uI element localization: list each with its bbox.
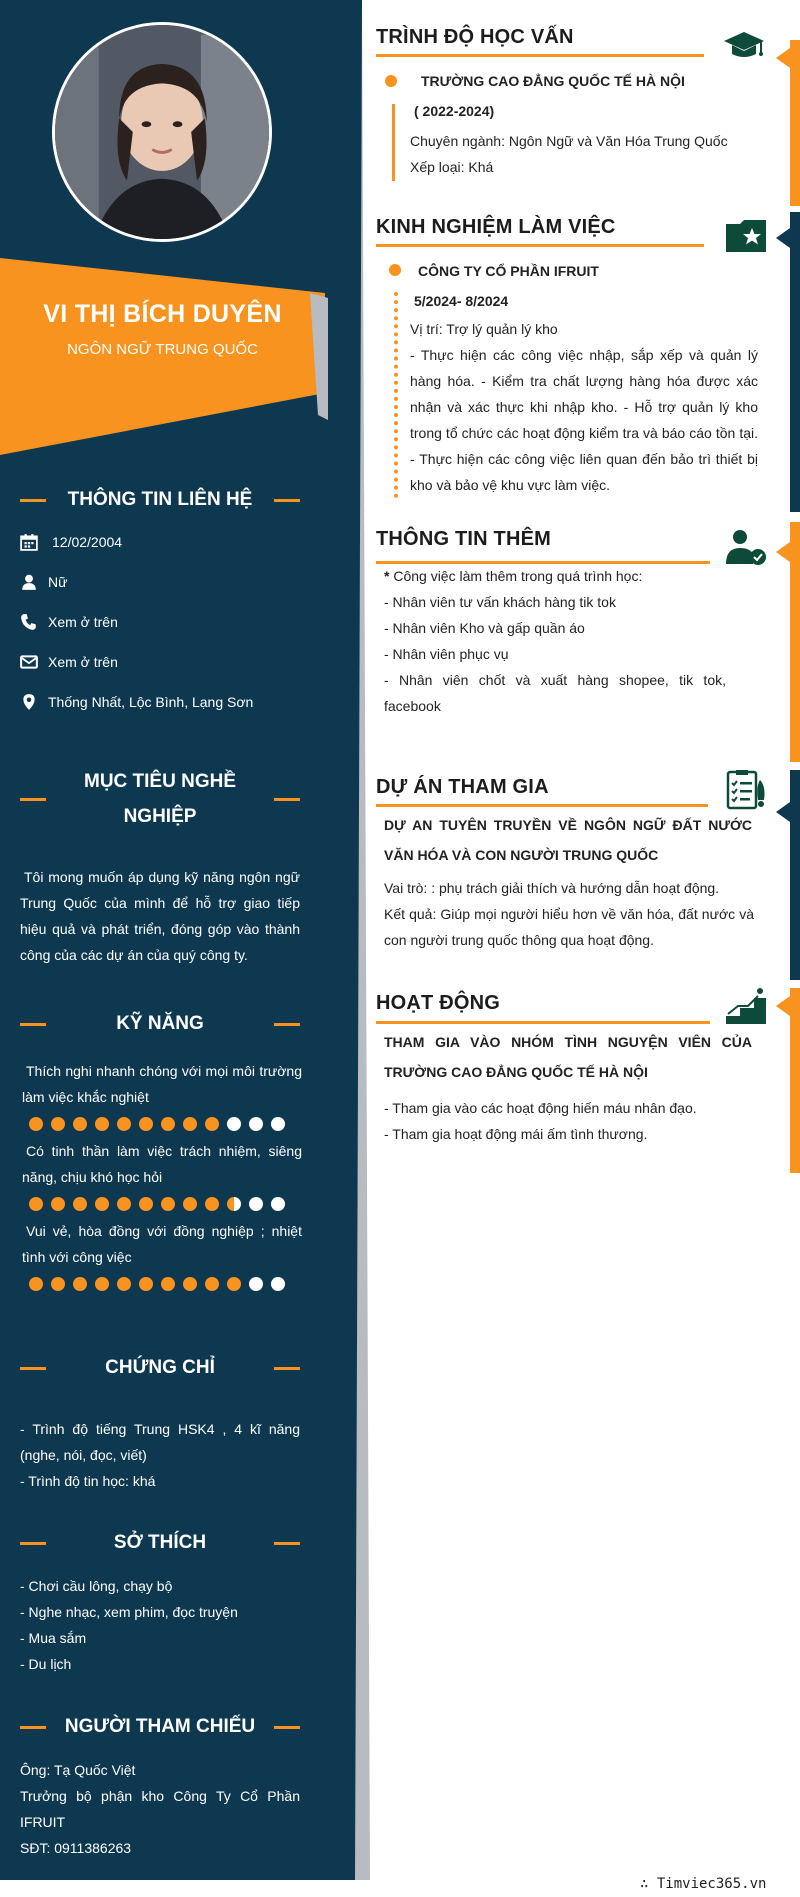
heading-dash [20,1542,46,1545]
contact-heading-text: THÔNG TIN LIÊN HỆ [67,489,253,510]
sidebar [0,0,320,1880]
rating-dot [227,1197,241,1211]
contact-email [20,653,300,671]
objective-heading-line2: NGHIỆP [123,806,197,827]
rating-dot [249,1117,263,1131]
contact-address [20,693,300,711]
email-value: Xem ở trên [48,654,118,670]
references-list [20,1757,300,1861]
education-bullet [385,75,397,87]
rating-dot [117,1277,131,1291]
rating-dot [271,1277,285,1291]
rating-dot [73,1117,87,1131]
rating-dot [271,1117,285,1131]
experience-description: - Thực hiện các công việc nhập, sắp xếp và quản lý hàng hóa. - Kiểm tra chất lượng hàng hóa được xác nhận và xác thực khi nhập kho. - Hỗ trợ quản lý kho trong tổ chức các hoạt động kiểm tra và báo cáo tồn tại. - Thực hiện các công việc liên quan đến bảo trì thiết bị kho và bảo vệ khu vực làm việc. [410,347,758,493]
heading-dash [274,1542,300,1545]
experience-side-bar [790,212,800,512]
skill-rating-3 [29,1277,285,1291]
rating-dot [117,1117,131,1131]
podium-icon [724,986,768,1026]
objective-heading-text [46,764,274,834]
rating-dot [249,1277,263,1291]
additional-intro-text: Công việc làm thêm trong quá trình học: [389,568,643,584]
project-role: Vai trò: : phụ trách giải thích và hướng dẫn hoạt động. [384,880,720,896]
rating-dot [51,1277,65,1291]
hobby-item: - Du lịch [20,1656,72,1672]
skills-heading-text: KỸ NĂNG [116,1013,204,1034]
contact-phone [20,613,300,631]
rating-dot [29,1197,43,1211]
rating-dot [95,1277,109,1291]
rating-dot [73,1277,87,1291]
objective-heading-line1: MỤC TIÊU NGHỀ [84,771,236,792]
location-icon [20,693,38,711]
additional-side-marker [776,542,790,562]
heading-dash [20,1023,46,1026]
reference-item: SĐT: 0911386263 [20,1840,132,1856]
rating-dot [183,1117,197,1131]
additional-item: - Nhân viên Kho và gấp quần áo [384,620,585,636]
additional-heading: THÔNG TIN THÊM [376,528,552,550]
rating-dot [227,1277,241,1291]
heading-dash [274,1726,300,1729]
education-side-marker [776,48,790,68]
rating-dot [183,1277,197,1291]
birthday-value: 12/02/2004 [52,534,123,550]
skill-rating-2 [29,1197,285,1211]
rating-dot [249,1197,263,1211]
candidate-name: VI THỊ BÍCH DUYÊN [43,300,282,328]
portrait-photo [55,25,269,239]
education-major: Chuyên ngành: Ngôn Ngữ và Văn Hóa Trung Quốc [410,133,728,149]
objective-heading [20,764,300,834]
rating-dot [139,1117,153,1131]
activity-item: - Tham gia hoạt động mái ấm tình thương. [384,1126,648,1142]
heading-dash [20,1367,46,1370]
reference-item: Ông: Tạ Quốc Việt [20,1762,136,1778]
hobbies-heading-text: SỞ THÍCH [113,1532,207,1553]
rating-dot [51,1117,65,1131]
skill-desc-3: Vui vẻ, hòa đồng với đồng nghiệp ; nhiệt tình với công việc [22,1223,302,1265]
folder-star-icon [724,216,768,256]
rating-dot [183,1197,197,1211]
rating-dot [161,1117,175,1131]
rating-dot [95,1197,109,1211]
project-title: DỰ AN TUYÊN TRUYỀN VỀ NGÔN NGỮ ĐẤT NƯỚC VĂN HÓA VÀ CON NGƯỜI TRUNG QUỐC [384,817,752,863]
reference-item: Trưởng bộ phận kho Công Ty Cổ Phần IFRUIT [20,1788,300,1830]
rating-dot [271,1197,285,1211]
education-underline [376,54,704,57]
experience-bullet [389,264,401,276]
education-side-bar [790,40,800,206]
certificate-item: - Trình độ tiếng Trung HSK4 , 4 kĩ năng (nghe, nói, đọc, viết) [20,1421,300,1463]
additional-item: - Nhân viên phục vụ [384,646,509,662]
additional-intro [384,563,642,589]
experience-heading: KINH NGHIỆM LÀM VIỆC [376,216,616,238]
experience-position: Vị trí: Trợ lý quản lý kho [410,321,558,337]
heading-dash [20,1726,46,1729]
activities-side-marker [776,996,790,1016]
certificates-heading [20,1350,300,1386]
references-heading-text: NGƯỜI THAM CHIẾU [64,1716,256,1737]
rating-dot [95,1117,109,1131]
experience-company: CÔNG TY CỔ PHẦN IFRUIT [418,263,599,279]
heading-dash [20,499,46,502]
additional-side-bar [790,522,800,762]
rating-dot [29,1277,43,1291]
email-icon [20,653,38,671]
heading-dash [20,798,46,801]
hobbies-heading [20,1525,300,1561]
rating-dot [205,1197,219,1211]
experience-underline [376,244,704,247]
hobby-item: - Chơi cầu lông, chạy bộ [20,1578,173,1594]
education-timeline-line [392,104,395,181]
experience-side-marker [776,228,790,248]
hobbies-list [20,1573,300,1677]
checklist-icon [724,770,768,810]
candidate-major: NGÔN NGỮ TRUNG QUỐC [67,341,258,358]
rating-dot [139,1277,153,1291]
phone-icon [20,613,38,631]
projects-side-marker [776,802,790,822]
references-heading [20,1709,300,1745]
activity-item: - Tham gia vào các hoạt động hiến máu nhân đạo. [384,1100,697,1116]
rating-dot [161,1277,175,1291]
activity-title: THAM GIA VÀO NHÓM TÌNH NGUYỆN VIÊN CỦA TRƯỜNG CAO ĐẲNG QUỐC TẾ HÀ NỘI [384,1034,752,1080]
certificates-heading-text: CHỨNG CHỈ [105,1357,215,1378]
projects-underline [376,804,708,807]
rating-dot [51,1197,65,1211]
rating-dot [29,1117,43,1131]
contact-heading [20,482,300,518]
hobby-item: - Mua sắm [20,1630,87,1646]
activities-heading: HOẠT ĐỘNG [376,992,501,1014]
skill-desc-1: Thích nghi nhanh chóng với mọi môi trường làm việc khắc nghiệt [22,1063,302,1105]
education-grade: Xếp loại: Khá [410,159,494,175]
activities-side-bar [790,988,800,1173]
heading-dash [274,499,300,502]
additional-item-last: - Nhân viên chốt và xuất hàng shopee, tik tok, facebook [384,672,726,714]
rating-dot [161,1197,175,1211]
phone-value: Xem ở trên [48,614,118,630]
skills-heading [20,1006,300,1042]
heading-dash [274,1023,300,1026]
projects-heading: DỰ ÁN THAM GIA [376,776,549,798]
avatar [52,22,272,242]
activities-underline [376,1021,710,1024]
education-heading: TRÌNH ĐỘ HỌC VẤN [376,26,574,48]
experience-period: 5/2024- 8/2024 [414,293,509,309]
education-period: ( 2022-2024) [414,103,495,119]
profile-header [0,300,325,358]
user-check-icon [724,526,768,566]
contact-birthday [20,533,300,551]
rating-dot [227,1117,241,1131]
certificates-list [20,1416,300,1494]
heading-dash [274,1367,300,1370]
experience-timeline-dots [394,292,398,498]
objective-text: Tôi mong muốn áp dụng kỹ năng ngôn ngữ Trung Quốc của mình để hỗ trợ giao tiếp hiệu quả và phát triển, đóng góp vào thành công của các dự án của quý công ty. [20,869,300,963]
rating-dot [117,1197,131,1211]
certificate-item: - Trình độ tin học: khá [20,1473,156,1489]
rating-dot [73,1197,87,1211]
footer-brand: ∴ Timviec365.vn [640,1876,767,1892]
skill-desc-2: Có tinh thần làm việc trách nhiệm, siêng năng, chịu khó học hỏi [22,1143,302,1185]
calendar-icon [20,533,38,551]
heading-dash [274,798,300,801]
projects-side-bar [790,770,800,980]
skill-rating-1 [29,1117,285,1131]
rating-dot [205,1117,219,1131]
additional-item: - Nhân viên tư vấn khách hàng tik tok [384,594,616,610]
graduation-cap-icon [722,26,766,66]
gender-value: Nữ [48,574,68,590]
additional-intro-star: * [384,568,390,584]
rating-dot [139,1197,153,1211]
address-value: Thống Nhất, Lộc Bình, Lạng Sơn [48,694,254,710]
education-school: TRƯỜNG CAO ĐẲNG QUỐC TẾ HÀ NỘI [421,73,685,89]
contact-gender [20,573,300,591]
user-icon [20,573,38,591]
hobby-item: - Nghe nhạc, xem phim, đọc truyện [20,1604,238,1620]
project-result: Kết quả: Giúp mọi người hiểu hơn về văn hóa, đất nước và con người trung quốc thông qua hoạt động. [384,906,754,948]
rating-dot [205,1277,219,1291]
